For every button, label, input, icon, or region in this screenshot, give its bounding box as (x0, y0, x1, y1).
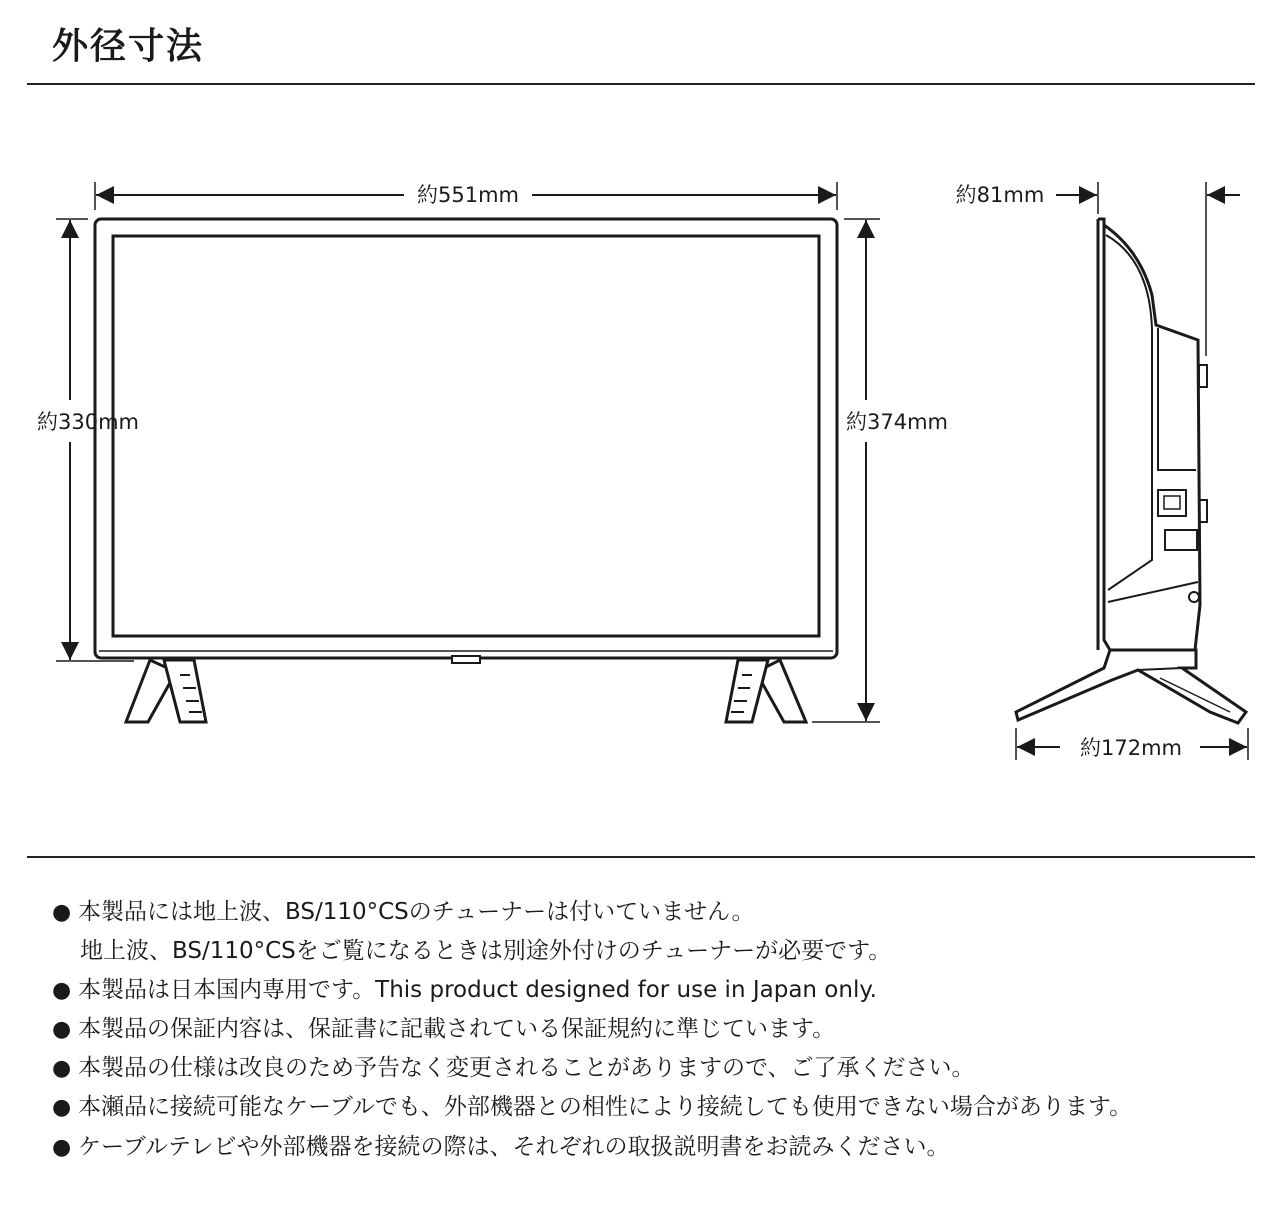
depth-top-label: 約81mm (955, 183, 1045, 207)
note-item (52, 1128, 1132, 1167)
note-item (52, 893, 1132, 932)
total-height-dimension (812, 219, 880, 722)
note-text: 本瀬品に接続可能なケーブルでも、外部機器との相性により接続しても使用できない場合があります。 (78, 1094, 1133, 1121)
notes-list (52, 893, 1132, 1167)
bullet-icon: ● (52, 1016, 72, 1042)
note-text: 本製品には地上波、BS/110°CSのチューナーは付いていません。 (78, 899, 755, 925)
note-item (52, 1010, 1132, 1049)
note-text: 本製品は日本国内専用です。This product designed for use in Japan only. (78, 976, 877, 1003)
power-button (452, 656, 480, 663)
bullet-icon: ● (52, 977, 72, 1003)
note-item (52, 1049, 1132, 1088)
note-item (52, 971, 1132, 1010)
tv-screen (113, 236, 819, 636)
tv-front-view (95, 219, 837, 722)
note-text: 本製品の保証内容は、保証書に記載されている保証規約に準じています。 (78, 1015, 836, 1042)
bullet-icon: ● (52, 1134, 72, 1160)
note-text: 地上波、BS/110°CSをご覧になるときは別途外付けのチューナーが必要です。 (80, 938, 892, 965)
page-title: 外径寸法 (52, 26, 205, 67)
width-label: 約551mm (417, 183, 519, 207)
total-height-label: 約374mm (846, 410, 948, 434)
note-text: 本製品の仕様は改良のため予告なく変更されることがありますので、ご了承ください。 (78, 1055, 975, 1082)
left-stand (126, 660, 206, 722)
bullet-icon: ● (52, 1095, 72, 1121)
note-text: ケーブルテレビや外部機器を接続の際は、それぞれの取扱説明書をお読みください。 (78, 1133, 950, 1160)
note-item (52, 1088, 1132, 1127)
note-item (52, 932, 1132, 970)
right-stand (726, 660, 806, 722)
stand-depth-label: 約172mm (1080, 736, 1182, 760)
bullet-icon: ● (52, 900, 72, 925)
bullet-icon: ● (52, 1056, 72, 1082)
panel-height-label: 約330mm (37, 410, 139, 434)
tv-side-view (1016, 219, 1246, 723)
tv-outer-bezel (95, 219, 837, 658)
depth-top-dimension (1056, 182, 1240, 356)
